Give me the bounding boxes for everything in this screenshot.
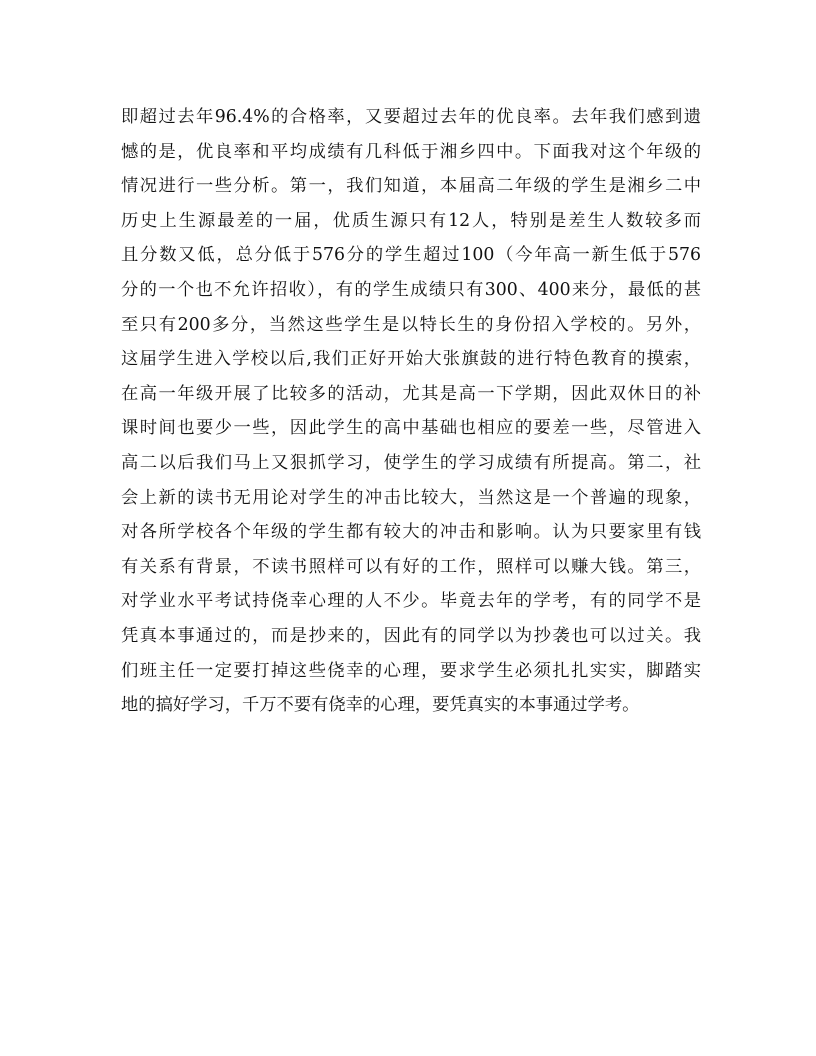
text-line-6: 分的一个也不允许招收），有的学生成绩只有300、400来分，最低的甚 (121, 279, 701, 300)
text-line-14: 有关系有背景，不读书照样可以有好的工作，照样可以赚大钱。第三， (121, 556, 701, 577)
text-line-11: 高二以后我们马上又狠抓学习，使学生的学习成绩有所提高。第二，社 (121, 452, 701, 473)
text-line-5: 且分数又低，总分低于576分的学生超过100（今年高一新生低于576 (121, 245, 701, 266)
text-line-4: 历史上生源最差的一届，优质生源只有12人，特别是差生人数较多而 (121, 210, 701, 231)
text-line-15: 对学业水平考试持侥幸心理的人不少。毕竟去年的学考，有的同学不是 (121, 591, 701, 612)
text-line-12: 会上新的读书无用论对学生的冲击比较大，当然这是一个普遍的现象， (121, 487, 701, 508)
body-paragraph (121, 100, 701, 723)
text-line-2: 憾的是，优良率和平均成绩有几科低于湘乡四中。下面我对这个年级的 (121, 141, 701, 162)
text-line-18: 地的搞好学习，千万不要有侥幸的心理，要凭真实的本事通过学考。 (121, 695, 640, 716)
text-line-17: 们班主任一定要打掉这些侥幸的心理，要求学生必须扎扎实实，脚踏实 (121, 660, 701, 681)
text-line-1: 即超过去年96.4%的合格率，又要超过去年的优良率。去年我们感到遗 (121, 107, 701, 127)
text-line-10: 课时间也要少一些，因此学生的高中基础也相应的要差一些，尽管进入 (121, 418, 701, 439)
text-line-3: 情况进行一些分析。第一，我们知道，本届高二年级的学生是湘乡二中 (121, 176, 701, 197)
text-line-7: 至只有200多分，当然这些学生是以特长生的身份招入学校的。另外， (121, 314, 701, 335)
text-line-9: 在高一年级开展了比较多的活动，尤其是高一下学期，因此双休日的补 (121, 383, 701, 404)
text-line-13: 对各所学校各个年级的学生都有较大的冲击和影响。认为只要家里有钱 (121, 522, 701, 543)
text-line-8: 这届学生进入学校以后,我们正好开始大张旗鼓的进行特色教育的摸索， (121, 349, 701, 370)
text-line-16: 凭真本事通过的，而是抄来的，因此有的同学以为抄袭也可以过关。我 (121, 625, 701, 646)
